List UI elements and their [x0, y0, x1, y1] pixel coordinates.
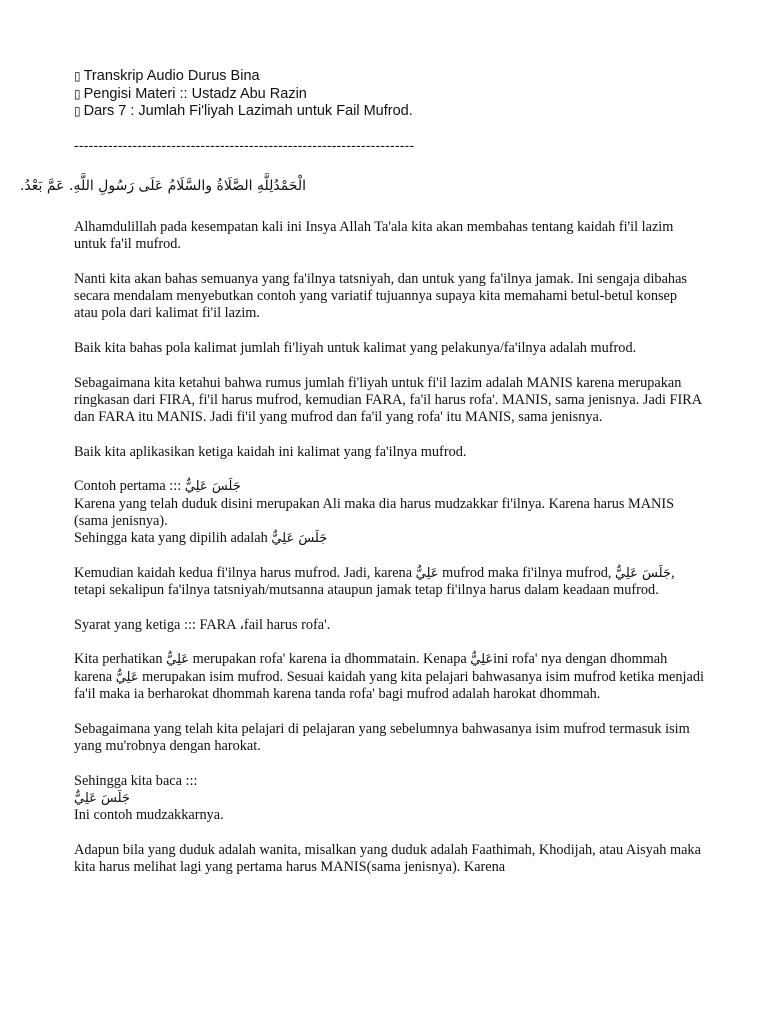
- arabic-term: جَلَسَ عَلِيٌّ: [615, 565, 671, 581]
- paragraph-previous-lesson: Sebagaimana yang telah kita pelajari di pelajaran yang sebelumnya bahwasanya isim mufrod termasuk isim yang mu'robnya dengan harokat.: [74, 720, 690, 754]
- transcript-body: [74, 219, 704, 894]
- arabic-term: جَلَسَ عَلِيٌّ: [74, 790, 130, 806]
- document-header: [74, 68, 413, 121]
- paragraph-manis-rule: Sebagaimana kita ketahui bahwa rumus jumlah fi'liyah untuk fi'il lazim adalah MANIS karena merupakan ringkasan dari FIRA, fi'il harus mufrod, kemudian FARA, fa'il harus rofa'. MANIS, sama jenisnya. Jadi FIRA dan FARA itu MANIS. Jadi fi'il yang mufrod dan fa'il yang rofa' itu MANIS, sama jenisnya.: [74, 374, 702, 426]
- arabic-name: عَلِيٌّ: [415, 565, 439, 581]
- arabic-name: عَلِيٌّ: [166, 652, 190, 668]
- header-line-lesson: ▯ Dars 7 : Jumlah Fi'liyah Lazimah untuk Fail Mufrod.: [74, 103, 413, 119]
- paragraph-female-case: Adapun bila yang duduk adalah wanita, misalkan yang duduk adalah Faathimah, Khodijah, atau Aisyah maka kita harus melihat lagi yang pertama harus MANIS(sama jenisnya). Karena: [74, 841, 701, 875]
- missing-glyph-icon: ▯: [74, 104, 81, 118]
- paragraph-overview: Nanti kita akan bahas semuanya yang fa'ilnya tatsniyah, dan untuk yang fa'ilnya jamak. Ini sengaja dibahas secara mendalam menyebutkan contoh yang variatif tujuannya supaya kita memahami betul-betul konsep atau pola dari kalimat fi'il lazim.: [74, 270, 687, 322]
- paragraph-second-rule: Kemudian kaidah kedua fi'ilnya harus mufrod. Jadi, karena عَلِيٌّ mufrod maka fi'ilnya mufrod, جَلَسَ عَلِيٌّ, tetapi sekalipun fa'ilnya tatsniyah/mutsanna ataupun jamak tetap fi'ilnya harus dalam keadaan mufrod.: [74, 564, 675, 599]
- paragraph-pattern: Baik kita bahas pola kalimat jumlah fi'liyah untuk kalimat yang pelakunya/fa'ilnya adalah mufrod.: [74, 340, 637, 357]
- paragraph-apply: Baik kita aplikasikan ketiga kaidah ini kalimat yang fa'ilnya mufrod.: [74, 443, 467, 460]
- paragraph-rofa-explanation: Kita perhatikan عَلِيٌّ merupakan rofa' karena ia dhommatain. Kenapa عَلِيٌّini rofa' nya dengan dhommah karena عَلِيٌّ merupakan isim mufrod. Sesuai kaidah yang kita pelajari bahwasanya isim mufrod ketika menjadi fa'il maka ia berharokat dhommah karena tanda rofa' bagi mufrod adalah harokat dhommah.: [74, 651, 704, 703]
- header-line-title: ▯ Transkrip Audio Durus Bina: [74, 68, 260, 84]
- missing-glyph-icon: ▯: [74, 69, 81, 83]
- missing-glyph-icon: ▯: [74, 86, 81, 101]
- header-line-speaker: ▯ Pengisi Materi :: Ustadz Abu Razin: [74, 85, 307, 102]
- paragraph-third-rule: Syarat yang ketiga ::: FARA ،fail harus rofa'.: [74, 616, 331, 633]
- arabic-opening-line: الْحَمْدُلِلَّهِ الصَّلَاةُ والسَّلَامُ عَلَى رَسُولِ اللَّهِ. عَمَّ بَعْدُ.: [19, 178, 306, 194]
- arabic-name: عَلِيٌّ: [470, 652, 494, 668]
- paragraph-first-example: Contoh pertama ::: جَلَسَ عَلِيٌّ Karena yang telah duduk disini merupakan Ali maka dia harus mudzakkar fi'ilnya. Karena harus MANIS (sama jenisnya). Sehingga kata yang dipilih adalah جَلَسَ عَلِيٌّ: [74, 478, 675, 547]
- dashed-divider: ----------------------------------------------------------------------: [74, 137, 415, 153]
- paragraph-reading: Sehingga kita baca ::: جَلَسَ عَلِيٌّ Ini contoh mudzakkarnya.: [74, 772, 224, 824]
- arabic-name: عَلِيٌّ: [115, 669, 139, 685]
- arabic-term: جَلَسَ عَلِيٌّ: [184, 479, 241, 495]
- paragraph-intro: Alhamdulillah pada kesempatan kali ini Insya Allah Ta'ala kita akan membahas tentang kaidah fi'il lazim untuk fa'il mufrod.: [74, 219, 674, 253]
- arabic-term: جَلَسَ عَلِيٌّ: [271, 531, 328, 547]
